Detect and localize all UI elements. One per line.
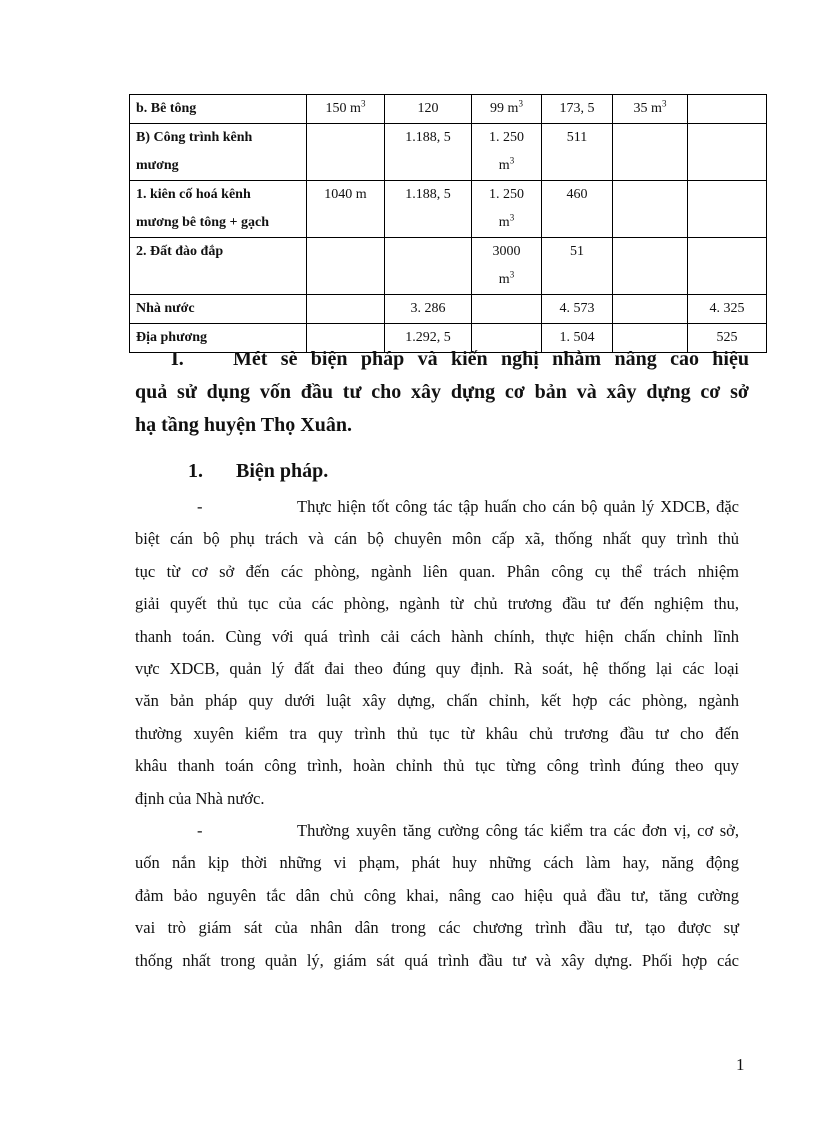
table-cell: 173, 5 [542, 95, 613, 124]
table-cell [688, 238, 767, 295]
table-cell [613, 295, 688, 324]
table-cell [688, 124, 767, 181]
table-cell: 99 $m^3$ [472, 95, 542, 124]
table-cell: 3. 286 [385, 295, 472, 324]
table-cell: 525 [688, 324, 767, 353]
table-cell [307, 295, 385, 324]
table-cell: 1.188, 5 [385, 124, 472, 181]
table-cell: 3000 $m^3$ [472, 238, 542, 295]
table-cell: 1.188, 5 [385, 181, 472, 238]
table-row [130, 95, 767, 124]
row-label: Nhà nước [130, 295, 307, 324]
table-cell: 1. 504 [542, 324, 613, 353]
section-heading-line: quả sử dụng vốn đầu tư cho xây dựng cơ bản và xây dựng cơ sở [135, 381, 749, 403]
row-label: 1. kiên cố hoá kênh mương bê tông + gạch [130, 181, 307, 238]
table-cell: 1. 250 $m^3$ [472, 124, 542, 181]
paragraph: - Thường xuyên tăng cường công tác kiểm tra các đơn vị, cơ sở, uốn nắn kịp thời những vi phạm, phát huy những cách làm hay, năng động đảm bảo nguyên tắc dân chủ công khai, nâng cao hiệu quả đầu tư, tăng cường vai trò giám sát của nhân dân trong các chương trình đầu tư, tạo được sự thống nhất trong quản lý, giám sát quá trình đầu tư và xây dựng. Phối hợp các [135, 815, 739, 977]
table-cell: 460 [542, 181, 613, 238]
row-label: 2. Đất đào đắp [130, 238, 307, 295]
page-number: 1 [736, 1055, 745, 1074]
table-cell: 150 $m^3$ [307, 95, 385, 124]
table-cell [385, 238, 472, 295]
row-label: B) Công trình kênh mương [130, 124, 307, 181]
table-cell: 1. 250 $m^3$ [472, 181, 542, 238]
table-cell [613, 181, 688, 238]
section-heading [135, 343, 749, 442]
table-cell [307, 124, 385, 181]
table-row [130, 124, 767, 181]
table-cell [688, 95, 767, 124]
bullet-dash: - [197, 821, 203, 840]
subsection-title: Biện pháp. [236, 460, 329, 482]
subsection-number: 1. [188, 460, 203, 482]
table-row [130, 295, 767, 324]
table-cell: 4. 573 [542, 295, 613, 324]
bullet-dash: - [197, 497, 203, 516]
table-cell [688, 181, 767, 238]
table-cell [472, 295, 542, 324]
table-cell: 35 $m^3$ [613, 95, 688, 124]
row-label: Địa phương [130, 324, 307, 353]
table-cell [307, 238, 385, 295]
table-cell [613, 124, 688, 181]
section-number: I. [171, 348, 184, 370]
subsection-heading [188, 455, 328, 488]
table-cell: 1.292, 5 [385, 324, 472, 353]
table-row [130, 238, 767, 295]
table-cell: 4. 325 [688, 295, 767, 324]
table-cell: 51 [542, 238, 613, 295]
section-heading-line: I. Mét sè biện pháp và kiến nghị nhằm nâng cao hiệu [135, 343, 749, 376]
table-cell: 120 [385, 95, 472, 124]
table-cell: 511 [542, 124, 613, 181]
table-row [130, 181, 767, 238]
data-table [129, 94, 767, 353]
paragraph: - Thực hiện tốt công tác tập huấn cho cán bộ quản lý XDCB, đặc biệt cán bộ phụ trách và cán bộ chuyên môn cấp xã, thống nhất quy trình thủ tục từ cơ sở đến các phòng, ngành liên quan. Phân công cụ thể trách nhiệm giải quyết thủ tục của các phòng, ngành từ chủ trương đầu tư đến nghiệm thu, thanh toán. Cùng với quá trình cải cách hành chính, thực hiện chấn chỉnh lĩnh vực XDCB, quản lý đất đai theo đúng quy định. Rà soát, hệ thống lại các loại văn bản pháp quy dưới luật xây dựng, chấn chỉnh, kết hợp các phòng, ngành thường xuyên kiểm tra quy trình thủ tục từ khâu chủ trương đầu tư cho đến khâu thanh toán công trình, hoàn chỉnh thủ tục từng công trình đúng theo quy định của Nhà nước. [135, 491, 739, 815]
section-heading-line: hạ tầng huyện Thọ Xuân. [135, 414, 352, 436]
table-cell [613, 238, 688, 295]
table-cell: 1040 m [307, 181, 385, 238]
row-label: b. Bê tông [130, 95, 307, 124]
